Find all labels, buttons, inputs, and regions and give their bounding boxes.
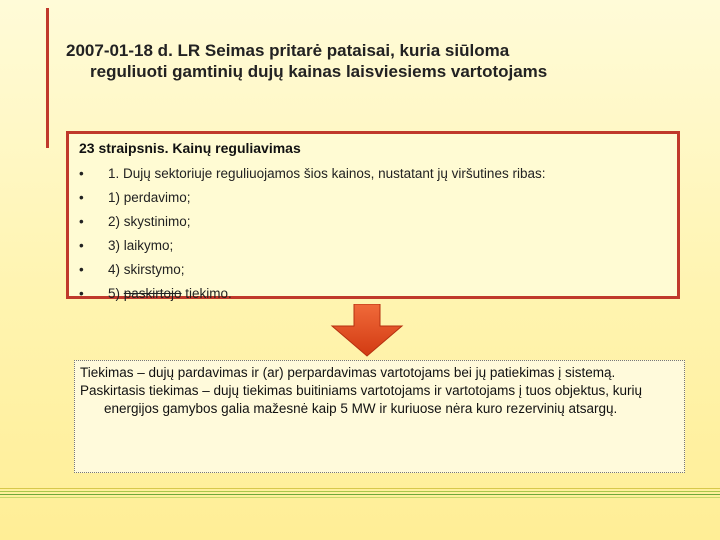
list-item <box>79 258 667 282</box>
list-item <box>79 162 667 186</box>
definition-paskirtasis-tiekimas <box>80 382 679 418</box>
list-item-prefix: 5) <box>108 286 124 301</box>
down-arrow-icon <box>330 304 404 358</box>
term-label: Tiekimas <box>80 365 134 380</box>
title-accent-bar <box>46 8 49 148</box>
slide-title-line1: 2007-01-18 d. LR Seimas pritarė pataisai, kuria siūloma <box>66 41 510 60</box>
definitions-box <box>74 360 685 473</box>
bullet-icon: • <box>79 214 84 229</box>
list-item <box>79 186 667 210</box>
article-list <box>79 162 667 306</box>
list-item-suffix: tiekimo. <box>181 286 232 301</box>
slide-title-line2: reguliuoti gamtinių dujų kainas laisviesiems vartotojams <box>90 62 548 81</box>
list-item <box>79 210 667 234</box>
list-item <box>79 234 667 258</box>
list-item-text: 1. Dujų sektoriuje reguliuojamos šios kainos, nustatant jų viršutines ribas: <box>108 166 546 181</box>
bullet-icon: • <box>79 166 84 181</box>
article-box <box>66 131 680 299</box>
term-definition: – dujų tiekimas buitiniams vartotojams ir vartotojams į tuos objektus, kurių energijos gamybos galia mažesnė kaip 5 MW ir kuriuose nėra kuro rezervinių atsargų. <box>104 383 642 416</box>
slide-title <box>66 40 686 82</box>
bullet-icon: • <box>79 190 84 205</box>
list-item-text: 4) skirstymo; <box>108 262 185 277</box>
bottom-decoration <box>0 488 720 500</box>
list-item-text: 2) skystinimo; <box>108 214 191 229</box>
term-definition: – dujų pardavimas ir (ar) perpardavimas vartotojams bei jų patiekimas į sistemą. <box>133 365 616 380</box>
definition-tiekimas <box>80 364 679 382</box>
article-heading: 23 straipsnis. Kainų reguliavimas <box>79 140 301 156</box>
list-item-text: 3) laikymo; <box>108 238 174 253</box>
term-label: Paskirtasis tiekimas <box>80 383 199 398</box>
bullet-icon: • <box>79 238 84 253</box>
list-item-text: 1) perdavimo; <box>108 190 191 205</box>
list-item <box>79 282 667 306</box>
struck-word: paskirtojo <box>123 286 182 301</box>
bullet-icon: • <box>79 262 84 277</box>
bullet-icon: • <box>79 286 84 301</box>
